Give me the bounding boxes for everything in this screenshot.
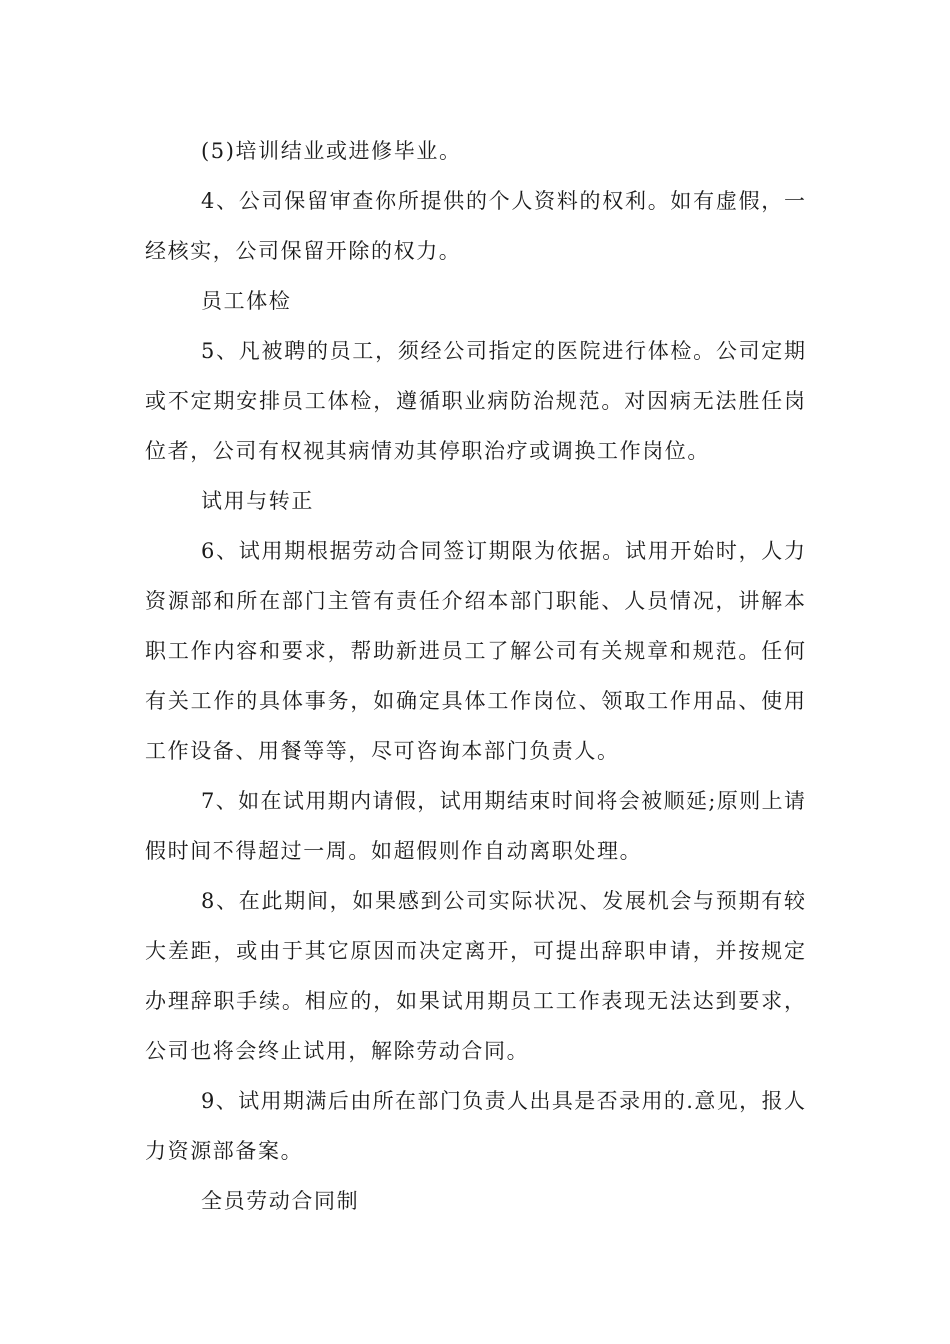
paragraph-6-line-3: 职工作内容和要求，帮助新进员工了解公司有关规章和规范。任何: [145, 639, 805, 663]
paragraph-5-line-3: 位者，公司有权视其病情劝其停职治疗或调换工作岗位。: [145, 439, 710, 463]
paragraph-9-line-1: 9、试用期满后由所在部门负责人出具是否录用的.意见，报人: [201, 1089, 805, 1113]
paragraph-8-line-1: 8、在此期间，如果感到公司实际状况、发展机会与预期有较: [201, 889, 805, 913]
paragraph-6-line-4: 有关工作的具体事务，如确定具体工作岗位、领取工作用品、使用: [145, 689, 805, 713]
section-heading-probation: 试用与转正: [201, 489, 314, 513]
paragraph-5-line-2: 或不定期安排员工体检，遵循职业病防治规范。对因病无法胜任岗: [145, 389, 805, 413]
paragraph-9-line-2: 力资源部备案。: [145, 1139, 304, 1163]
paragraph-5-line-1: 5、凡被聘的员工，须经公司指定的医院进行体检。公司定期: [201, 339, 805, 363]
paragraph-4-line-1: 4、公司保留审查你所提供的个人资料的权利。如有虚假，一: [201, 189, 805, 213]
paragraph-8-line-2: 大差距，或由于其它原因而决定离开，可提出辞职申请，并按规定: [145, 939, 805, 963]
section-heading-labor-contract: 全员劳动合同制: [201, 1189, 360, 1213]
paragraph-6-line-2: 资源部和所在部门主管有责任介绍本部门职能、人员情况，讲解本: [145, 589, 805, 613]
paragraph-7-line-2: 假时间不得超过一周。如超假则作自动离职处理。: [145, 839, 643, 863]
paragraph-8-line-4: 公司也将会终止试用，解除劳动合同。: [145, 1039, 530, 1063]
section-heading-health-check: 员工体检: [201, 289, 292, 313]
list-item-training-completion: (5)培训结业或进修毕业。: [201, 139, 462, 163]
paragraph-7-line-1: 7、如在试用期内请假，试用期结束时间将会被顺延;原则上请: [201, 789, 805, 813]
paragraph-6-line-1: 6、试用期根据劳动合同签订期限为依据。试用开始时，人力: [201, 539, 805, 563]
paragraph-6-line-5: 工作设备、用餐等等，尽可咨询本部门负责人。: [145, 739, 620, 763]
paragraph-8-line-3: 办理辞职手续。相应的，如果试用期员工工作表现无法达到要求，: [145, 989, 805, 1013]
paragraph-4-line-2: 经核实，公司保留开除的权力。: [145, 239, 462, 263]
